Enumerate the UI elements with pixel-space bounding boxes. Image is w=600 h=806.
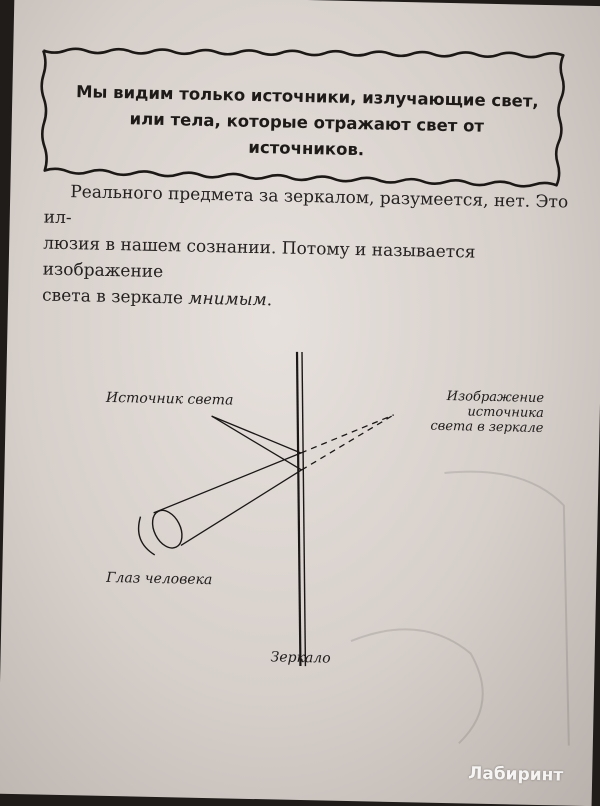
image-label-line-1: Изображение источника <box>446 389 545 422</box>
callout-line-1: Мы видим только источники, излучающие свет, <box>75 82 539 111</box>
body-line-2: люзия в нашем сознании. Потому и называется изображение <box>42 233 476 283</box>
body-line-3-text: света в зеркале <box>41 285 189 309</box>
eye-label: Глаз человека <box>106 569 213 589</box>
image-label <box>371 387 544 436</box>
eye-lens <box>147 505 188 552</box>
incident-ray <box>211 416 302 453</box>
body-line-1: Реального предмета за зеркалом, разумеется, нет. Это ил- <box>43 182 569 229</box>
image-label-line-2: света в зеркале <box>430 418 544 437</box>
light-source-label: Источник света <box>105 389 234 409</box>
body-line-3-end: . <box>266 290 273 311</box>
callout-line-2: или тела, которые отражают свет от источников. <box>129 109 485 160</box>
reflected-ray <box>154 450 301 516</box>
watermark-logo: Лабиринт <box>468 763 564 786</box>
reflected-ray <box>181 467 302 547</box>
incident-ray <box>211 416 303 470</box>
mirror-label: Зеркало <box>270 649 331 667</box>
emphasis-word: мнимым <box>188 288 267 311</box>
